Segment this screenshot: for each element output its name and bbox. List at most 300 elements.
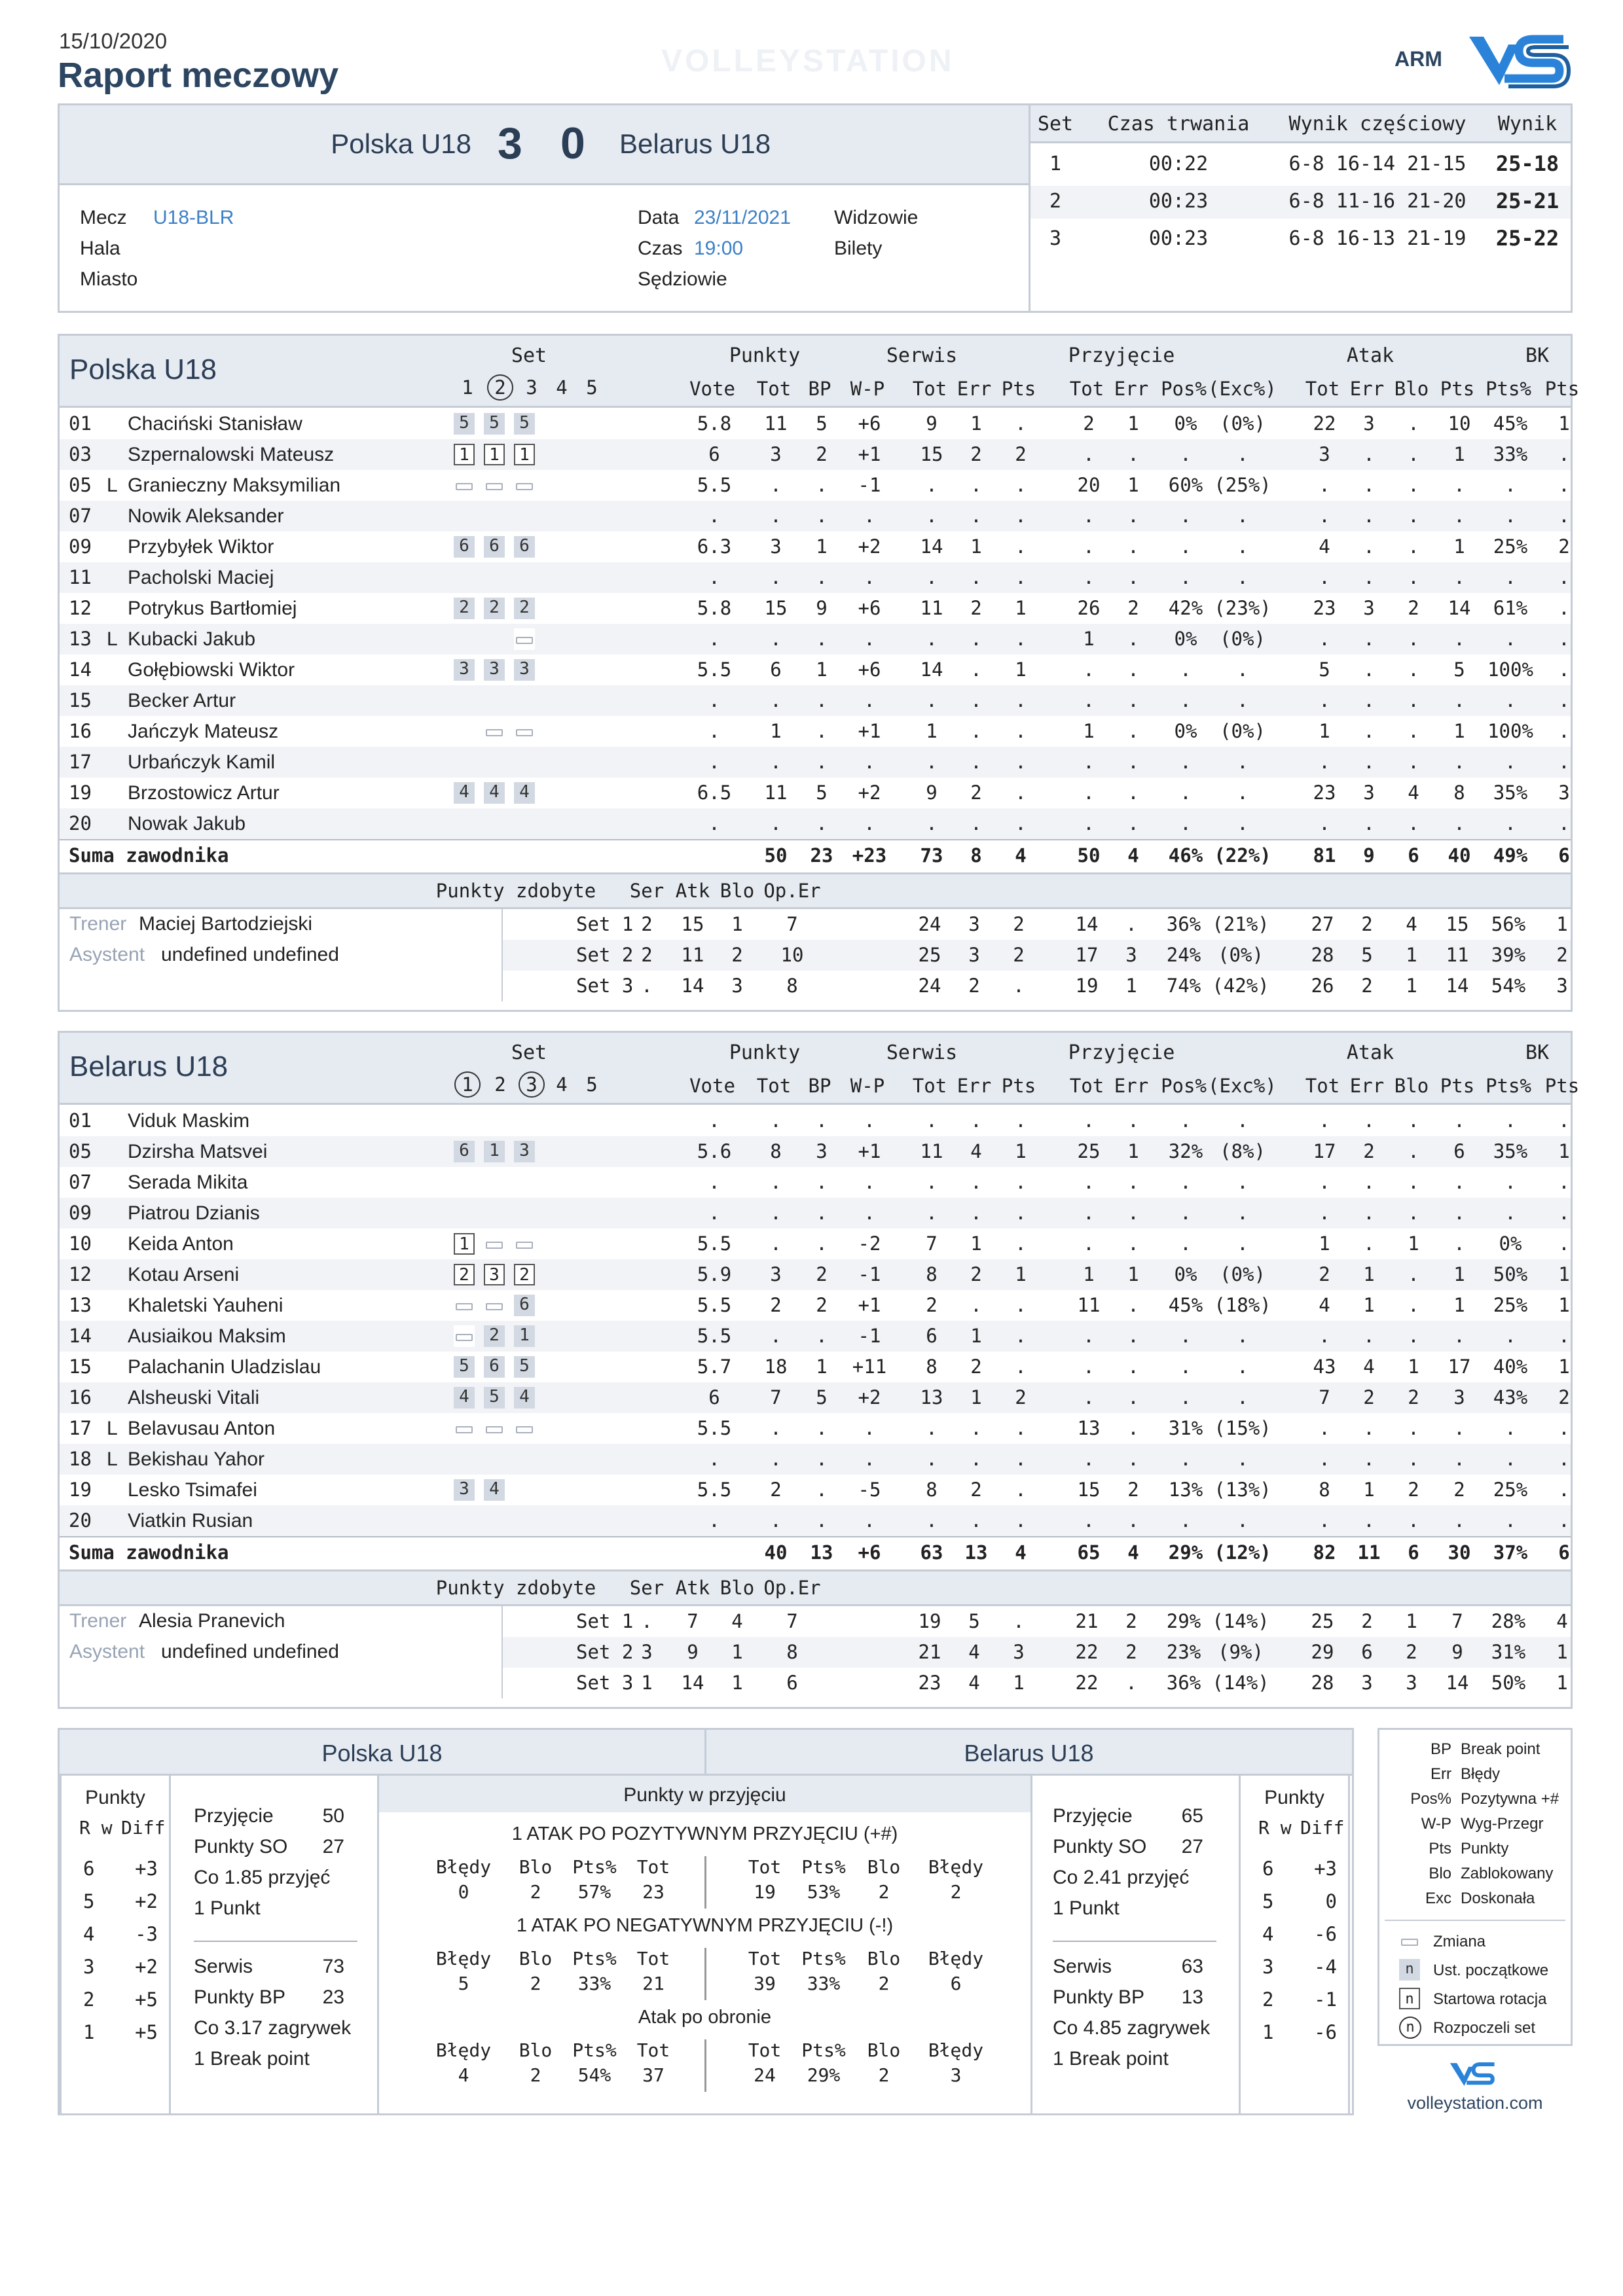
player-row [60, 655, 1571, 685]
total-cell: 29% [1168, 1541, 1203, 1564]
set-row-stat: 5 [968, 1610, 980, 1632]
set-row-stat: 4 [1406, 913, 1417, 935]
legend-item-label: Zmiana [1433, 1933, 1486, 1950]
player-name: Kotau Arseni [128, 1264, 240, 1285]
stat-cell: 14 [920, 535, 943, 558]
player-name: Szpernalowski Mateusz [128, 444, 335, 465]
summary-label: 1 Punkt [194, 1897, 261, 1919]
section-value: 54% [577, 2064, 611, 2086]
stat-cell: 9 [926, 781, 938, 804]
player-name: Nowak Jakub [128, 813, 246, 834]
total-cell: 4 [1127, 844, 1139, 867]
stat-cell: . [1453, 1202, 1465, 1224]
set-number: 2 [494, 1073, 506, 1096]
stat-cell: . [1453, 1509, 1465, 1532]
stat-cell: 3 [1319, 443, 1330, 465]
stat-cell: 5.5 [697, 1232, 732, 1255]
stat-cell: 2 [770, 1294, 782, 1316]
stat-cell: . [864, 1171, 875, 1193]
rotation-position [484, 1233, 505, 1255]
set-row-stat: (0%) [1218, 944, 1264, 966]
player-number: 17 [69, 1417, 92, 1439]
stat-cell: . [770, 474, 782, 496]
stat-cell: . [1504, 1325, 1516, 1347]
stat-cell: . [816, 720, 828, 742]
summary-label: Przyjęcie [194, 1805, 274, 1827]
section-label: Tot [748, 1948, 782, 1969]
set-row [503, 909, 1571, 940]
stat-cell: 1 [816, 658, 828, 681]
player-name: Potrykus Bartłomiej [128, 598, 297, 619]
stat-cell: . [1504, 566, 1516, 588]
stat-cell: . [1015, 566, 1027, 588]
set-row-stat: 1 [1406, 1610, 1417, 1632]
set-row-stat: 1 [1013, 1672, 1025, 1694]
stat-cell: 2 [816, 1263, 828, 1285]
column-subheader: Pts [1001, 1075, 1036, 1097]
column-subheader: Tot [1069, 1075, 1104, 1097]
legend-abbr: W-P [1421, 1815, 1451, 1833]
rotation-number: 4 [1262, 1923, 1274, 1945]
column-header: Punkty [729, 344, 801, 367]
set-row-points: . [641, 975, 653, 997]
player-number: 01 [69, 412, 92, 435]
set-row-points: 7 [786, 1610, 798, 1632]
libero-mark: L [107, 628, 118, 650]
stat-cell: . [1015, 1355, 1027, 1378]
set-row-label: Set 2 [576, 1641, 634, 1663]
stat-cell: . [926, 474, 938, 496]
column-header: Przyjęcie [1068, 1041, 1175, 1064]
total-label: Suma zawodnika [69, 844, 229, 867]
stat-cell: . [1083, 812, 1095, 834]
set-row-stat: 28 [1311, 1672, 1334, 1694]
stat-cell: 11 [764, 781, 788, 804]
total-cell: 4 [1015, 844, 1027, 867]
stat-cell: . [1408, 1202, 1419, 1224]
column-subheader: Err [1114, 1075, 1149, 1097]
stat-cell: +1 [858, 443, 881, 465]
set-number: 1 [462, 376, 473, 399]
section-label: Błędy [928, 1948, 984, 1969]
rotation-position: 4 [454, 782, 475, 804]
section-value: 21 [642, 1973, 665, 1994]
sedziowie-label: Sędziowie [638, 268, 727, 290]
stat-cell: 17 [1313, 1140, 1336, 1162]
set-row-stat: 2 [1125, 1610, 1137, 1632]
stat-cell: . [1504, 812, 1516, 834]
stat-cell: 5.5 [697, 1479, 732, 1501]
rotation-number: 3 [1262, 1956, 1274, 1978]
section-value: 39 [754, 1973, 776, 1994]
stat-cell: . [1083, 1171, 1095, 1193]
stat-cell: 13 [1077, 1417, 1101, 1439]
set-number: 5 [586, 376, 598, 399]
player-name: Nowik Aleksander [128, 505, 284, 527]
section-label: Pts% [572, 1948, 617, 1969]
punkty-zdobyte-header: Op.Er [763, 880, 821, 902]
stat-cell: . [1408, 751, 1419, 773]
section-label: Błędy [435, 1856, 492, 1878]
stat-cell: 100% [1487, 658, 1533, 681]
rotation-position: 4 [484, 1479, 505, 1501]
stat-cell: . [970, 812, 982, 834]
legend-substitution-icon [1399, 1930, 1420, 1952]
stat-cell: 0% [1174, 628, 1197, 650]
set-row-stat: 1 [1406, 975, 1417, 997]
player-number: 18 [69, 1448, 92, 1470]
coach-name: Maciej Bartodziejski [139, 913, 313, 935]
section-label: Tot [748, 2039, 782, 2061]
section-value: 2 [530, 1973, 541, 1994]
stat-cell: . [864, 505, 875, 527]
stat-cell: 5.8 [697, 412, 732, 435]
total-cell: (12%) [1214, 1541, 1271, 1564]
set-row-label: Set 1 [576, 913, 634, 935]
stat-cell: 1 [970, 412, 982, 435]
set-row-stat: 9 [1451, 1641, 1463, 1663]
stat-cell: . [770, 812, 782, 834]
stat-cell: 40% [1493, 1355, 1528, 1378]
set-row-label: Set 3 [576, 1672, 634, 1694]
rotation-position: 2 [514, 1264, 535, 1285]
stat-cell: 1 [1453, 535, 1465, 558]
set-row-stat: 3 [1556, 975, 1568, 997]
stat-cell: . [1504, 1417, 1516, 1439]
stat-cell: . [1083, 1325, 1095, 1347]
stat-cell: . [816, 1171, 828, 1193]
stat-cell: 4 [970, 1140, 982, 1162]
stat-cell: . [864, 1448, 875, 1470]
summary-value: 13 [1181, 1986, 1203, 2008]
sets-cell: 25-21 [1495, 188, 1559, 213]
stat-cell: 25% [1493, 535, 1528, 558]
total-cell: 73 [920, 844, 943, 867]
stat-cell: . [816, 1509, 828, 1532]
player-row [60, 1444, 1571, 1475]
section-label: Tot [636, 1948, 670, 1969]
section-label: Pts% [801, 1856, 846, 1878]
set-number: 4 [556, 1073, 568, 1096]
stat-cell: 4 [1319, 535, 1330, 558]
stat-cell: . [1558, 1202, 1570, 1224]
stat-cell: . [708, 1509, 720, 1532]
stat-cell: . [970, 1171, 982, 1193]
player-number: 05 [69, 1140, 92, 1162]
stat-cell: . [1408, 720, 1419, 742]
coach-name: Alesia Pranevich [139, 1610, 285, 1632]
player-row [60, 470, 1571, 501]
player-row [60, 531, 1571, 562]
player-number: 19 [69, 781, 92, 804]
stat-cell: . [1453, 628, 1465, 650]
legend-abbr: Err [1431, 1765, 1451, 1783]
stat-cell: . [1237, 443, 1249, 465]
stat-cell: . [1408, 1417, 1419, 1439]
stat-cell: . [1083, 1448, 1095, 1470]
set-row-points: 10 [780, 944, 804, 966]
player-name: Dzirsha Matsvei [128, 1141, 268, 1162]
section-value: 24 [754, 2064, 776, 2086]
stat-cell: . [926, 505, 938, 527]
section-divider [704, 2039, 706, 2092]
stat-cell: . [864, 689, 875, 711]
set-row-stat: 74% [1166, 975, 1201, 997]
legend-divider [1385, 1920, 1565, 1921]
section-label: Blo [519, 1856, 553, 1878]
stat-cell: 5.5 [697, 474, 732, 496]
czas-label: Czas [638, 238, 683, 259]
stat-cell: . [1127, 689, 1139, 711]
column-subheader: Pts% [1486, 378, 1531, 400]
stat-cell: . [1363, 628, 1375, 650]
set-row-stat: 24 [918, 975, 941, 997]
stat-cell: . [1083, 566, 1095, 588]
stat-cell: . [816, 1325, 828, 1347]
set-row-stat: 4 [968, 1641, 980, 1663]
stat-cell: . [864, 812, 875, 834]
player-number: 13 [69, 628, 92, 650]
set-row-stat: 21 [1075, 1610, 1099, 1632]
stat-cell: . [770, 689, 782, 711]
sets-header-cell: Set [1037, 113, 1074, 135]
stat-cell: . [1363, 812, 1375, 834]
player-number: 11 [69, 566, 92, 588]
set-number: 3 [526, 376, 538, 399]
summary-value: 65 [1181, 1805, 1203, 1827]
section-value: 33% [807, 1973, 841, 1994]
player-name: Khaletski Yauheni [128, 1295, 283, 1316]
total-cell: 6 [1408, 1541, 1419, 1564]
stat-cell: 31% [1168, 1417, 1203, 1439]
stat-cell: . [1408, 505, 1419, 527]
total-cell: 30 [1448, 1541, 1471, 1564]
stat-cell: . [708, 751, 720, 773]
stat-cell: 9 [926, 412, 938, 435]
stat-cell: 2 [1127, 597, 1139, 619]
sets-table [1030, 105, 1571, 311]
player-name: Pacholski Maciej [128, 567, 274, 588]
player-name: Przybyłek Wiktor [128, 536, 274, 558]
player-row [60, 562, 1571, 593]
stat-cell: . [770, 1232, 782, 1255]
rotation-position: 3 [514, 1141, 535, 1162]
stat-cell: . [926, 1109, 938, 1132]
stat-cell: . [1558, 1479, 1570, 1501]
stat-cell: 26 [1077, 597, 1101, 619]
stat-cell: -1 [858, 1263, 881, 1285]
rotation-number: 5 [1262, 1890, 1274, 1912]
set-row-stat: 3 [1125, 944, 1137, 966]
set-row-points: 15 [681, 913, 704, 935]
stat-cell: . [1127, 1109, 1139, 1132]
column-subheader: Pts [1001, 378, 1036, 400]
set-row [503, 1606, 1571, 1637]
rotation-header: Punkty [85, 1787, 145, 1808]
stat-cell: . [816, 1202, 828, 1224]
sets-cell: 6-8 16-13 21-19 [1288, 227, 1467, 250]
stat-cell: . [1453, 1232, 1465, 1255]
stat-cell: . [1363, 474, 1375, 496]
player-row [60, 624, 1571, 655]
stat-cell: 2 [1408, 597, 1419, 619]
stat-cell: . [970, 1448, 982, 1470]
stat-cell: . [1237, 658, 1249, 681]
stat-cell: . [1408, 1448, 1419, 1470]
legend-item-label: Ust. początkowe [1433, 1962, 1549, 1979]
set-row-points: 1 [731, 1641, 743, 1663]
summary-label: 1 Punkt [1053, 1897, 1120, 1919]
section-value: 3 [950, 2064, 962, 2086]
set-row-stat: 14 [1446, 975, 1469, 997]
stat-cell: . [1319, 1171, 1330, 1193]
sets-cell: 00:23 [1148, 190, 1209, 213]
stat-cell: . [708, 1171, 720, 1193]
stat-cell: . [1237, 1386, 1249, 1408]
set-row-stat: 22 [1075, 1672, 1099, 1694]
stat-cell: 35% [1493, 1140, 1528, 1162]
competition-code: ARM [1395, 47, 1442, 71]
punkty-zdobyte-label: Punkty zdobyte [435, 880, 596, 902]
stat-cell: . [1453, 689, 1465, 711]
rotation-diff: +5 [135, 2021, 158, 2043]
player-row [60, 1229, 1571, 1259]
set-number: 2 [487, 374, 513, 401]
rotation-position: 3 [484, 659, 505, 681]
total-cell: 6 [1408, 844, 1419, 867]
stat-cell: 5.5 [697, 1417, 732, 1439]
stat-cell: . [1363, 751, 1375, 773]
stat-cell: . [926, 1202, 938, 1224]
stat-cell: (13%) [1214, 1479, 1271, 1501]
player-name: Belavusau Anton [128, 1418, 276, 1439]
hala-label: Hala [80, 238, 120, 259]
stat-cell: 0% [1174, 1263, 1197, 1285]
stat-cell: +6 [858, 658, 881, 681]
stat-cell: 2 [970, 1479, 982, 1501]
punkty-zdobyte-label: Punkty zdobyte [435, 1577, 596, 1599]
stat-cell: . [816, 1109, 828, 1132]
set-row-stat: 22 [1075, 1641, 1099, 1663]
stat-cell: 1 [1127, 1263, 1139, 1285]
rotation-number: 5 [83, 1890, 95, 1912]
stat-cell: 7 [1319, 1386, 1330, 1408]
summary-label: Punkty SO [1053, 1836, 1147, 1857]
stat-cell: 1 [970, 1386, 982, 1408]
stat-cell: . [1558, 1232, 1570, 1255]
summary-label: Punkty BP [1053, 1986, 1145, 2008]
player-name: Chaciński Stanisław [128, 413, 302, 435]
section-label: Błędy [928, 2039, 984, 2061]
column-subheader: BP [808, 378, 831, 400]
stat-cell: 1 [1453, 1294, 1465, 1316]
rotation-position [454, 1418, 475, 1439]
stat-cell: . [816, 1448, 828, 1470]
player-number: 09 [69, 535, 92, 558]
libero-mark: L [107, 1418, 118, 1439]
stat-cell: 5 [1319, 658, 1330, 681]
stat-cell: . [1127, 1202, 1139, 1224]
stat-cell: . [1558, 597, 1570, 619]
stat-cell: 11 [1077, 1294, 1101, 1316]
stat-cell: . [1180, 1171, 1192, 1193]
set-number: 4 [556, 376, 568, 399]
rotation-diff: +3 [1314, 1857, 1337, 1880]
set-row-stat: 29% [1166, 1610, 1201, 1632]
stat-cell: . [926, 566, 938, 588]
stat-cell: -1 [858, 474, 881, 496]
rotation-number: 2 [83, 1988, 95, 2011]
stat-cell: +6 [858, 412, 881, 435]
stat-cell: 3 [1363, 597, 1375, 619]
stat-cell: . [1015, 1479, 1027, 1501]
stat-cell: 4 [1319, 1294, 1330, 1316]
player-name: Brzostowicz Artur [128, 782, 280, 804]
stat-cell: 1 [1558, 1355, 1570, 1378]
stat-cell: 14 [920, 658, 943, 681]
summary-label: Serwis [194, 1956, 253, 1977]
sets-row [1030, 149, 1571, 181]
set-row-stat: 24% [1166, 944, 1201, 966]
column-subheader: BP [808, 1075, 831, 1097]
player-number: 05 [69, 474, 92, 496]
set-number: 3 [519, 1071, 545, 1098]
section-label: Pts% [801, 2039, 846, 2061]
column-subheader: (Exc%) [1208, 1075, 1277, 1097]
stat-cell: 2 [1015, 1386, 1027, 1408]
team-stats-section-home [58, 334, 1580, 1012]
punkty-zdobyte-header: Atk [675, 880, 710, 902]
stat-cell: . [708, 1109, 720, 1132]
stat-cell: . [1180, 781, 1192, 804]
stat-cell: 2 [816, 1294, 828, 1316]
legend-text: Pozytywna +# [1461, 1790, 1559, 1808]
stat-cell: . [864, 566, 875, 588]
stat-cell: -2 [858, 1232, 881, 1255]
stat-cell: . [770, 1202, 782, 1224]
stat-cell: . [1127, 566, 1139, 588]
stat-cell: +2 [858, 535, 881, 558]
stat-cell: . [1180, 1448, 1192, 1470]
stat-cell: 1 [1453, 1263, 1465, 1285]
set-row [503, 1668, 1571, 1698]
stat-cell: . [1319, 812, 1330, 834]
stat-cell: 45% [1168, 1294, 1203, 1316]
legend-box [1377, 1728, 1573, 2046]
section-label: Blo [519, 1948, 553, 1969]
stat-cell: . [1558, 566, 1570, 588]
rotation-position: 5 [514, 1356, 535, 1378]
column-subheader: Tot [912, 378, 947, 400]
section-label: Tot [748, 1856, 782, 1878]
score-band [60, 105, 1029, 185]
stat-cell: . [1408, 628, 1419, 650]
set-row-stat: 1 [1556, 913, 1568, 935]
set-row-stat: 1 [1556, 1641, 1568, 1663]
legend-text: Błędy [1461, 1765, 1501, 1783]
set-row-stat: 5 [1361, 944, 1373, 966]
mecz-value: U18-BLR [153, 207, 234, 228]
stat-cell: 1 [1363, 1479, 1375, 1501]
rotation-position: 6 [484, 1356, 505, 1378]
rotation-position: 4 [454, 1387, 475, 1408]
stat-cell: . [1180, 505, 1192, 527]
stat-cell: . [816, 1417, 828, 1439]
column-subheader: W-P [850, 1075, 885, 1097]
stat-cell: . [1558, 474, 1570, 496]
legend-text: Wyg-Przegr [1461, 1815, 1544, 1833]
column-subheader: (Exc%) [1208, 378, 1277, 400]
